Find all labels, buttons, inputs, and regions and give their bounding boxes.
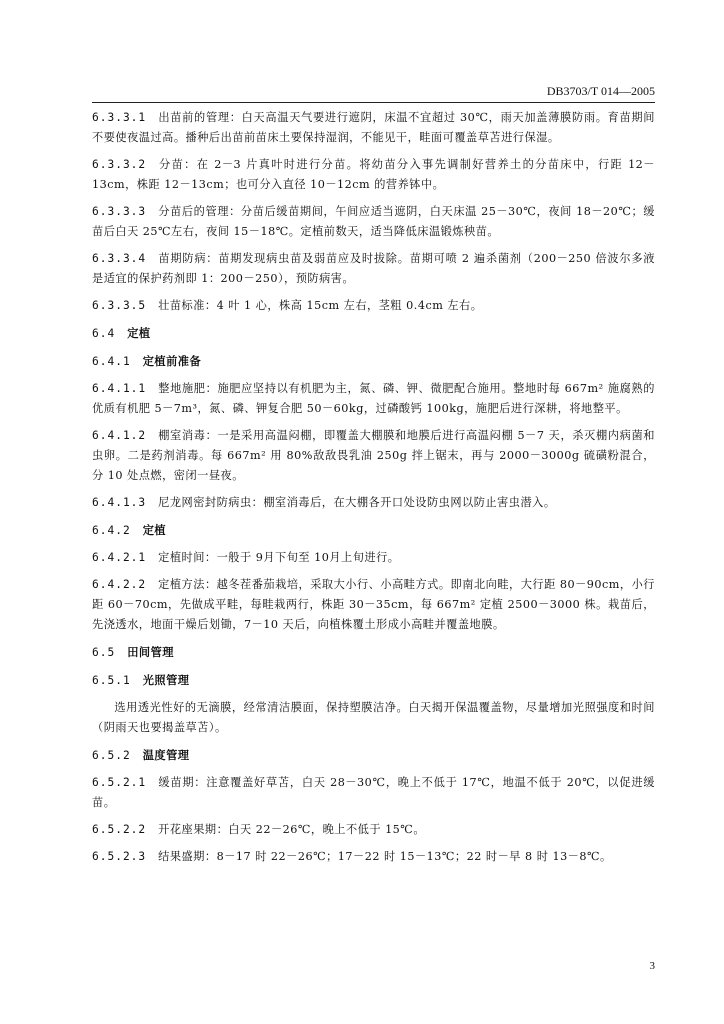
clause-number: 6.4.2 bbox=[92, 524, 131, 537]
clause-number: 6.4.1.3 bbox=[92, 496, 147, 509]
clause-number: 6.5.2.1 bbox=[92, 776, 147, 789]
clause-text: 出苗前的管理：白天高温天气要进行遮阴，床温不宜超过 30℃，雨天加盖薄膜防雨。育苗期间不要使夜温过高。播种后出苗前苗床土要保持湿润，不能见干，畦面可覆盖草苫进行保湿。 bbox=[92, 111, 655, 144]
numbered-clause bbox=[92, 108, 655, 148]
body-paragraph bbox=[92, 698, 655, 738]
clause-text: 分苗：在 2－3 片真叶时进行分苗。将幼苗分入事先调制好营养土的分苗床中，行距 12－13cm，株距 12－13cm；也可分入直径 10－12cm 的营养钵中。 bbox=[92, 158, 655, 191]
numbered-clause bbox=[92, 493, 655, 513]
clause-number: 6.3.3.4 bbox=[92, 252, 147, 265]
clause-number: 6.4.1.1 bbox=[92, 382, 147, 395]
header-divider bbox=[92, 102, 655, 103]
section-heading bbox=[92, 745, 655, 766]
clause-text: 壮苗标准：4 叶 1 心，株高 15cm 左右，茎粗 0.4cm 左右。 bbox=[158, 299, 483, 312]
numbered-clause bbox=[92, 249, 655, 289]
clause-text: 整地施肥：施肥应坚持以有机肥为主，氮、磷、钾、微肥配合施用。整地时每 667m² 施腐熟的优质有机肥 5－7m³，氮、磷、钾复合肥 50－60kg，过磷酸钙 100kg，施肥后进行深耕，将地整平。 bbox=[92, 382, 655, 415]
clause-number: 6.3.3.3 bbox=[92, 205, 147, 218]
clause-text: 光照管理 bbox=[142, 673, 190, 687]
clause-text: 棚室消毒：一是采用高温闷棚，即覆盖大棚膜和地膜后进行高温闷棚 5－7 天，杀灭棚内病菌和虫卵。二是药剂消毒。每 667m² 用 80%敌敌畏乳油 250g 拌上锯末，再与 2000－3000g 硫磺粉混合，分 10 处点燃，密闭一昼夜。 bbox=[92, 429, 655, 482]
clause-number: 6.5.2.3 bbox=[92, 850, 147, 863]
clause-number: 6.5.2.2 bbox=[92, 823, 147, 836]
numbered-clause bbox=[92, 847, 655, 867]
numbered-clause bbox=[92, 379, 655, 419]
clause-text: 选用透光性好的无滴膜，经常清洁膜面，保持塑膜洁净。白天揭开保温覆盖物，尽量增加光照强度和时间（阴雨天也要揭盖草苫）。 bbox=[92, 701, 655, 734]
clause-number: 6.5.1 bbox=[92, 674, 131, 687]
clause-text: 尼龙网密封防病虫：棚室消毒后，在大棚各开口处设防虫网以防止害虫潜入。 bbox=[158, 496, 556, 509]
clause-number: 6.3.3.2 bbox=[92, 158, 147, 171]
clause-number: 6.3.3.5 bbox=[92, 299, 147, 312]
clause-text: 定植方法：越冬茬番茄栽培，采取大小行、小高畦方式。即南北向畦，大行距 80－90cm，小行距 60－70cm，先做成平畦，每畦栽两行，株距 30－35cm，每 667m² 定植 2500－3000 株。栽苗后，先浇透水，地面干燥后划锄，7－10 天后，向植株覆土形成小高畦并覆盖地膜。 bbox=[92, 578, 655, 631]
numbered-clause bbox=[92, 296, 655, 316]
clause-number: 6.4.2.2 bbox=[92, 578, 147, 591]
document-body bbox=[92, 108, 655, 874]
clause-text: 定植 bbox=[142, 523, 167, 537]
section-heading bbox=[92, 520, 655, 541]
numbered-clause bbox=[92, 820, 655, 840]
clause-text: 定植前准备 bbox=[142, 354, 202, 368]
clause-number: 6.4.1.2 bbox=[92, 429, 147, 442]
section-heading bbox=[92, 323, 655, 344]
clause-text: 定植 bbox=[127, 326, 151, 340]
page-number: 3 bbox=[649, 960, 655, 972]
clause-text: 结果盛期：8－17 时 22－26℃；17－22 时 15－13℃；22 时－早 8 时 13－8℃。 bbox=[158, 850, 612, 863]
section-heading bbox=[92, 642, 655, 663]
clause-text: 苗期防病：苗期发现病虫苗及弱苗应及时拔除。苗期可喷 2 遍杀菌剂（200－250 倍波尔多液是适宜的保护药剂即 1：200－250），预防病害。 bbox=[92, 252, 655, 285]
clause-number: 6.4.1 bbox=[92, 355, 131, 368]
clause-text: 开花座果期：白天 22－26℃，晚上不低于 15℃。 bbox=[158, 823, 426, 836]
clause-text: 缓苗期：注意覆盖好草苫，白天 28－30℃，晚上不低于 17℃，地温不低于 20℃，以促进缓苗。 bbox=[92, 776, 655, 809]
numbered-clause bbox=[92, 575, 655, 635]
document-code: DB3703/T 014—2005 bbox=[546, 84, 655, 98]
numbered-clause bbox=[92, 202, 655, 242]
clause-text: 田间管理 bbox=[127, 645, 174, 659]
section-heading bbox=[92, 351, 655, 372]
clause-text: 温度管理 bbox=[142, 748, 190, 762]
numbered-clause bbox=[92, 426, 655, 486]
clause-number: 6.3.3.1 bbox=[92, 111, 147, 124]
numbered-clause bbox=[92, 155, 655, 195]
section-heading bbox=[92, 670, 655, 691]
clause-number: 6.4 bbox=[92, 327, 116, 340]
clause-number: 6.5.2 bbox=[92, 749, 131, 762]
numbered-clause bbox=[92, 548, 655, 568]
clause-number: 6.4.2.1 bbox=[92, 551, 147, 564]
clause-number: 6.5 bbox=[92, 646, 116, 659]
numbered-clause bbox=[92, 773, 655, 813]
clause-text: 分苗后的管理：分苗后缓苗期间，午间应适当遮阴，白天床温 25－30℃，夜间 18－20℃；缓苗后白天 25℃左右，夜间 15－18℃。定植前数天，适当降低床温锻炼秧苗。 bbox=[92, 205, 655, 238]
clause-text: 定植时间：一般于 9月下旬至 10月上旬进行。 bbox=[158, 551, 400, 564]
